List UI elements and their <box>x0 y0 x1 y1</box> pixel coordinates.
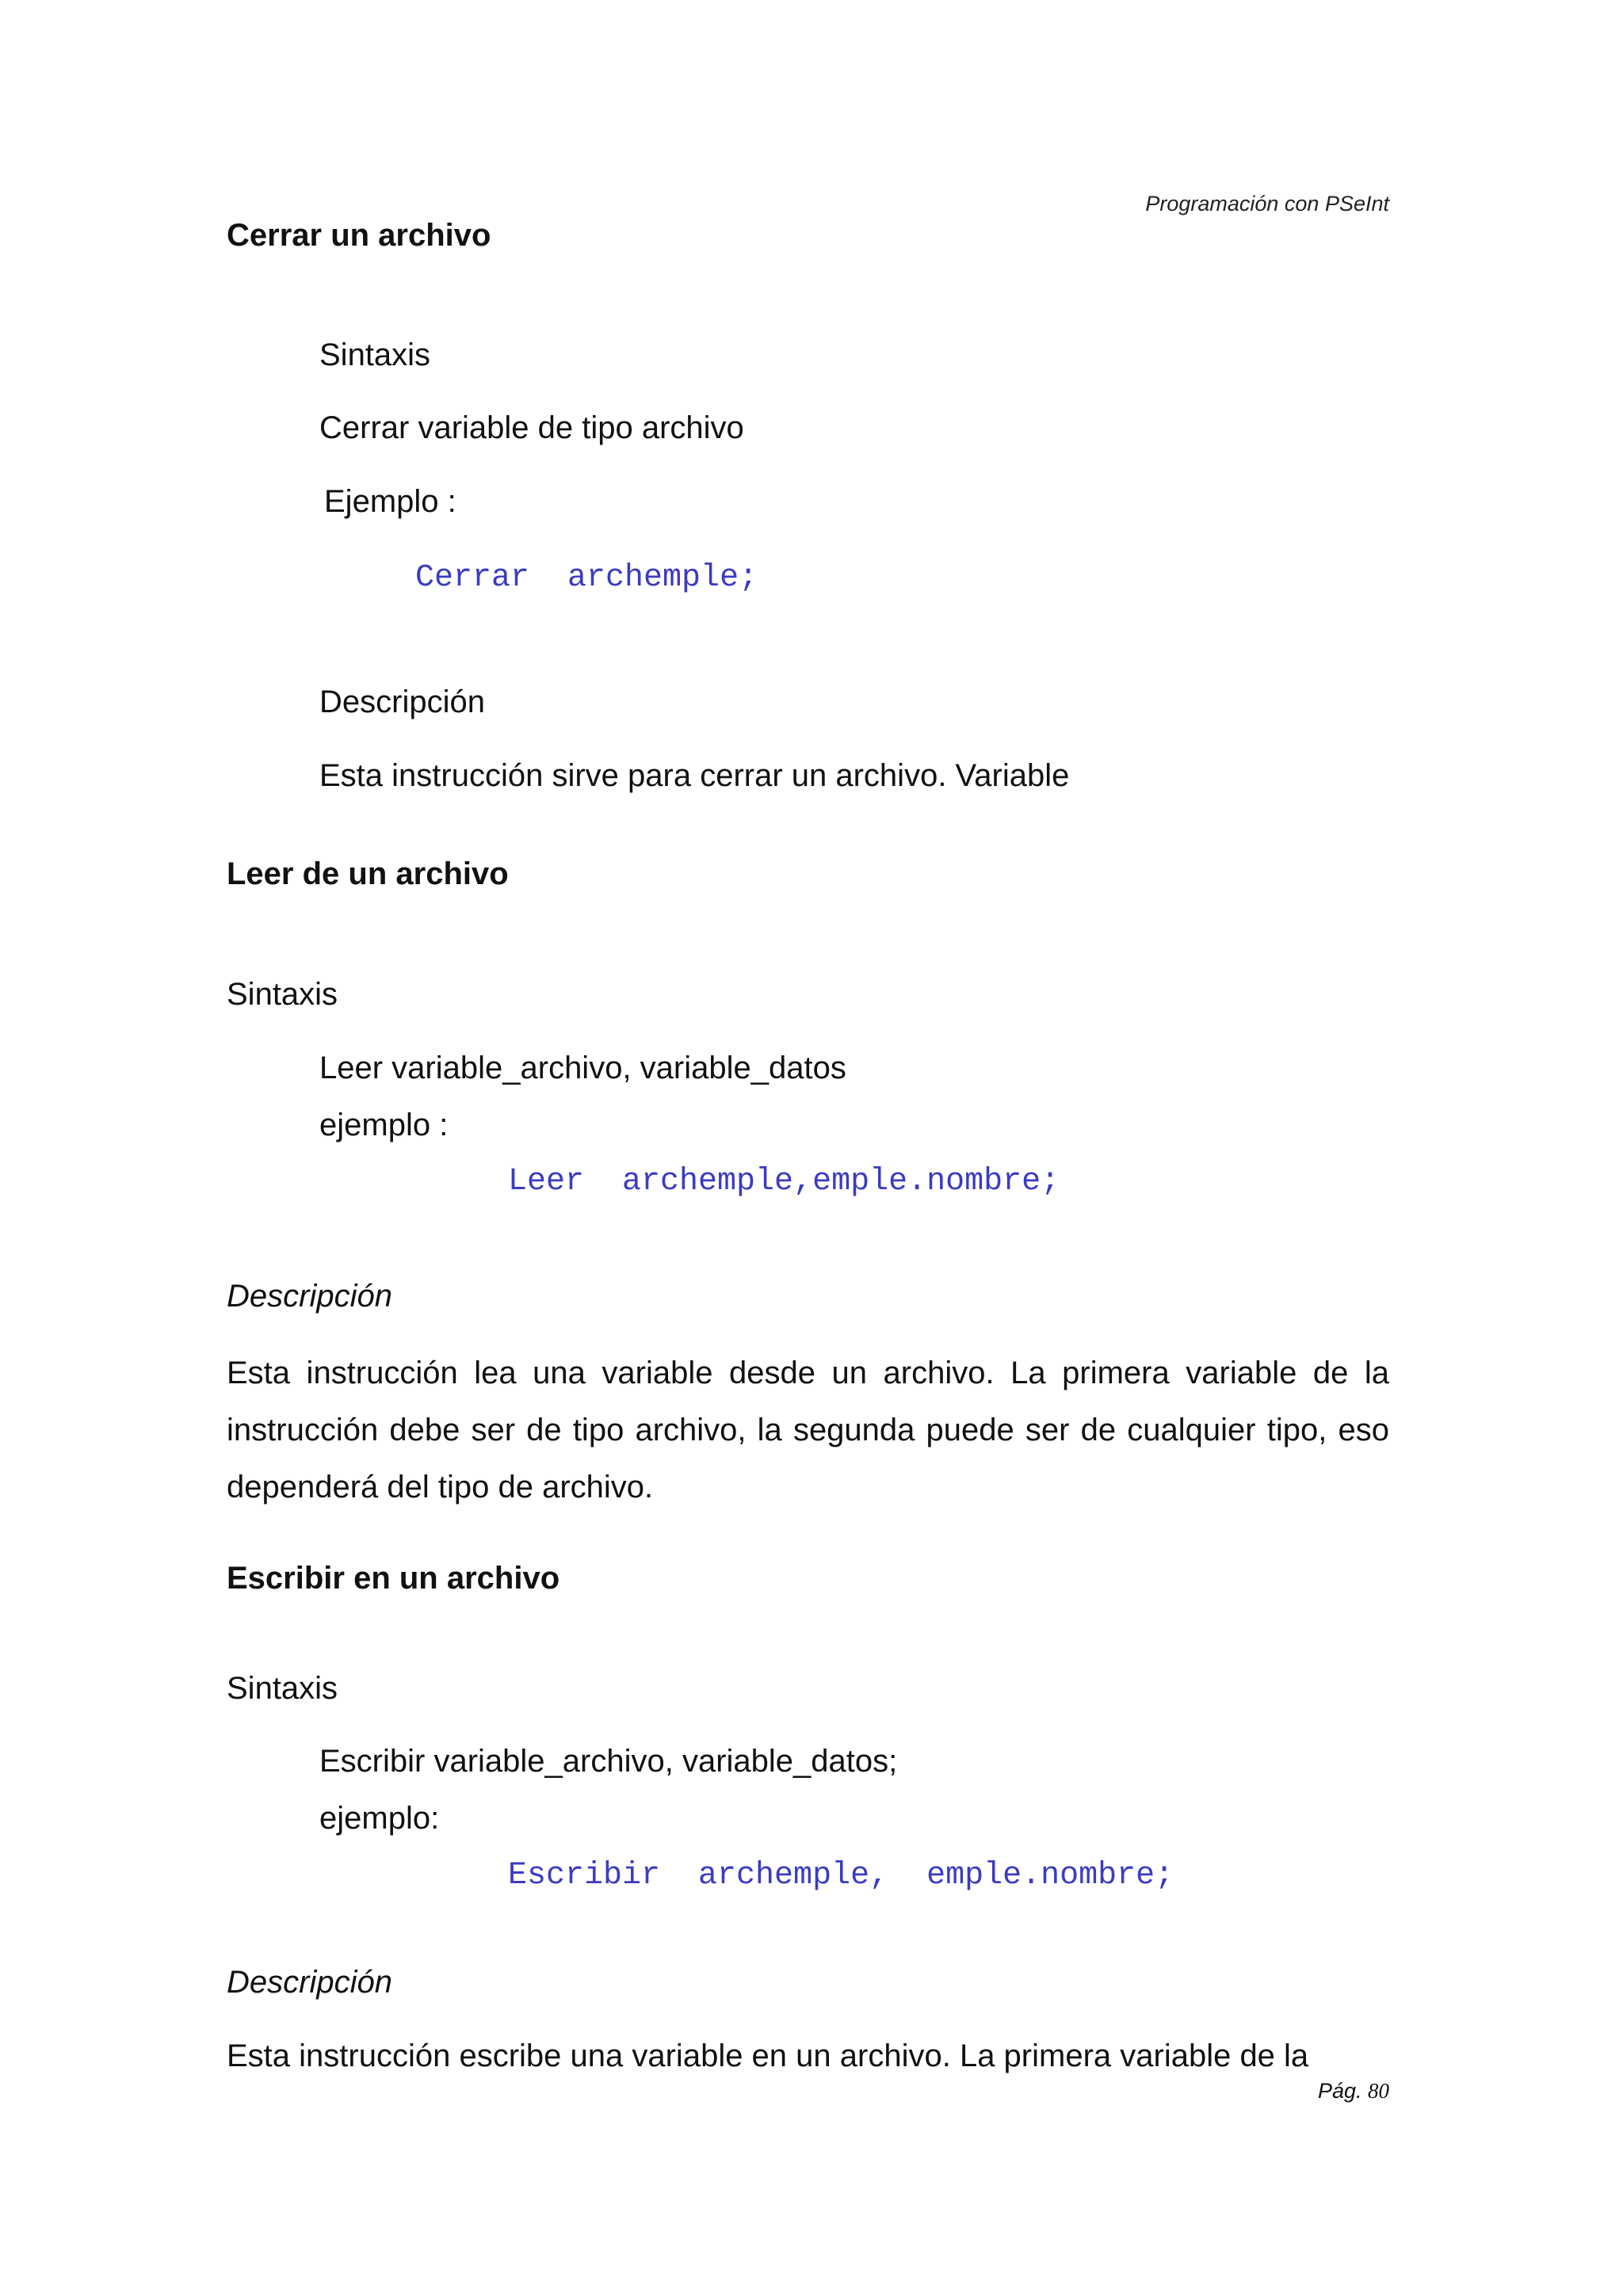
syntax-text: Leer variable_archivo, variable_datos <box>319 1051 846 1085</box>
syntax-text: Cerrar variable de tipo archivo <box>319 410 744 445</box>
example-label: ejemplo : <box>319 1108 449 1142</box>
example-label: ejemplo: <box>319 1801 440 1836</box>
page-number: 80 <box>1368 2079 1389 2103</box>
page-prefix: Pág. <box>1317 2079 1362 2103</box>
section-title-cerrar: Cerrar un archivo <box>227 218 491 253</box>
description-label: Descripción <box>227 1279 392 1314</box>
code-example: Cerrar archemple; <box>415 560 758 596</box>
running-header: Programación con PSeInt <box>1145 192 1389 215</box>
description-text: Esta instrucción escribe una variable en un archivo. La primera variable de la <box>227 2039 1309 2073</box>
syntax-text: Escribir variable_archivo, variable_datos; <box>319 1744 898 1779</box>
description-label: Descripción <box>227 1965 392 2000</box>
page-footer <box>1318 2079 1389 2103</box>
code-example: Leer archemple,emple.nombre; <box>508 1164 1060 1199</box>
description-label: Descripción <box>319 685 485 719</box>
description-text: Esta instrucción sirve para cerrar un archivo. Variable <box>319 758 1070 793</box>
syntax-label: Sintaxis <box>227 1671 338 1706</box>
syntax-label: Sintaxis <box>227 977 338 1012</box>
section-title-leer: Leer de un archivo <box>227 856 509 891</box>
code-example: Escribir archemple, emple.nombre; <box>508 1858 1174 1894</box>
section-title-escribir: Escribir en un archivo <box>227 1561 560 1596</box>
description-paragraph: Esta instrucción lea una variable desde un archivo. La primera variable de la instrucción debe ser de tipo archivo, la segunda puede ser de cualquier tipo, eso dependerá del tipo de archivo. <box>227 1356 1389 1505</box>
syntax-label: Sintaxis <box>319 338 431 372</box>
example-label: Ejemplo : <box>324 484 456 519</box>
